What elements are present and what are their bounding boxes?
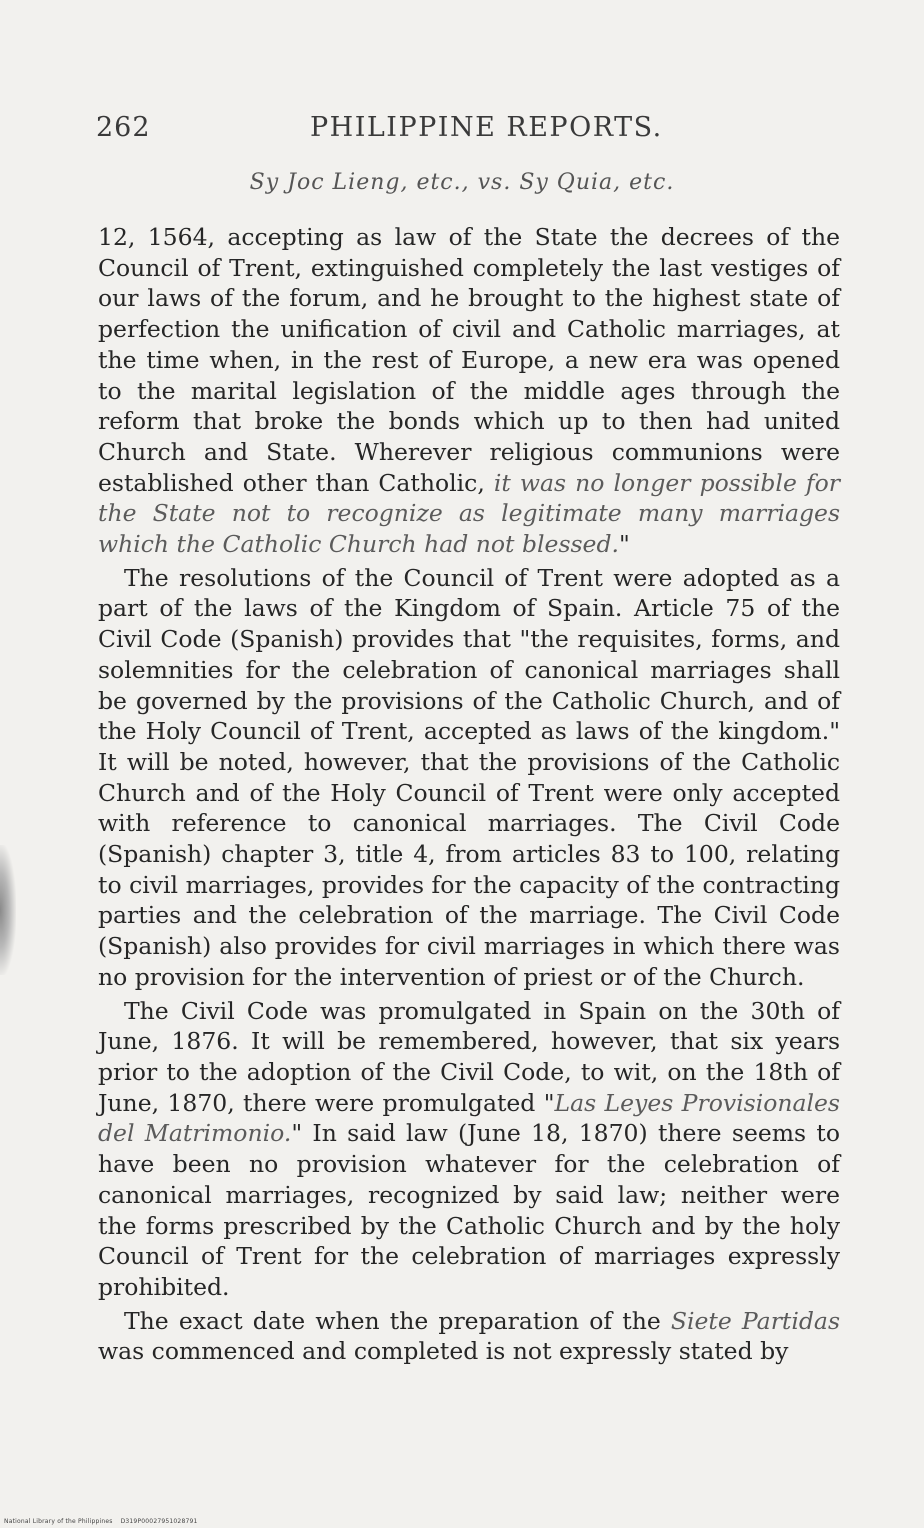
paragraph-4 — [98, 1306, 840, 1367]
paragraph-4-end: was commenced and completed is not expressly stated by — [98, 1337, 789, 1366]
case-caption: Sy Joc Lieng, etc., vs. Sy Quia, etc. — [249, 170, 675, 195]
paragraph-3-italic: Las Leyes Provisionales del Matrimonio. — [98, 1088, 840, 1148]
paragraph-1-italic: it was no longer possible for the State not to recognize as legitimate many marriages which the Catholic Church had not blessed. — [98, 468, 841, 559]
scan-edge-shadow — [0, 845, 16, 975]
paragraph-3 — [98, 996, 840, 1303]
paragraph-1-text: 12, 1564, accepting as law of the State the decrees of the Council of Trent, extinguished completely the last vestiges of our laws of the forum, and he brought to the highest state of perfection the unification of civil and Catholic marriages, at the time when, in the rest of Europe, a new era was opened to the marital legislation of the middle ages through the reform that broke the bonds which up to then had united Church and State. Wherever religious communions were established other than Catholic, — [98, 223, 840, 497]
page-number: 262 — [96, 112, 151, 143]
footer-library: National Library of the Philippines — [4, 1518, 113, 1525]
body-text — [98, 222, 840, 1367]
scan-footer — [4, 1518, 198, 1525]
paragraph-2: The resolutions of the Council of Trent were adopted as a part of the laws of the Kingdom of Spain. Article 75 of the Civil Code (Spanish) provides that "the requisites, forms, and solemnities for the celebration of canonical marriages shall be governed by the provisions of the Catholic Church, and of the Holy Council of Trent, accepted as laws of the kingdom." It will be noted, however, that the provisions of the Catholic Church and of the Holy Council of Trent were only accepted with reference to canonical marriages. The Civil Code (Spanish) chapter 3, title 4, from articles 83 to 100, relating to civil marriages, provides for the capacity of the contracting parties and the celebration of the marriage. The Civil Code (Spanish) also provides for civil marriages in which there was no provision for the intervention of priest or of the Church. — [98, 563, 840, 991]
paragraph-4-start: The exact date when the preparation of the — [124, 1306, 671, 1335]
running-title: PHILIPPINE REPORTS. — [310, 112, 663, 143]
page-header — [96, 112, 840, 152]
paragraph-3-start: The Civil Code was promulgated in Spain on the 30th of June, 1876. It will be remembered, however, that six years prior to the adoption of the Civil Code, to wit, on the 18th of June, 1870, there were promulgated " — [98, 996, 840, 1117]
footer-code: D319P00027951028791 — [120, 1518, 198, 1525]
paragraph-1 — [98, 222, 840, 560]
paragraph-4-italic: Siete Partidas — [670, 1306, 840, 1335]
paragraph-3-end: " In said law (June 18, 1870) there seems to have been no provision whatever for the celebration of canonical marriages, recognized by said law; neither were the forms prescribed by the Catholic Church and by the holy Council of Trent for the celebration of marriages expressly prohibited. — [98, 1119, 840, 1301]
paragraph-1-end: " — [618, 530, 630, 559]
